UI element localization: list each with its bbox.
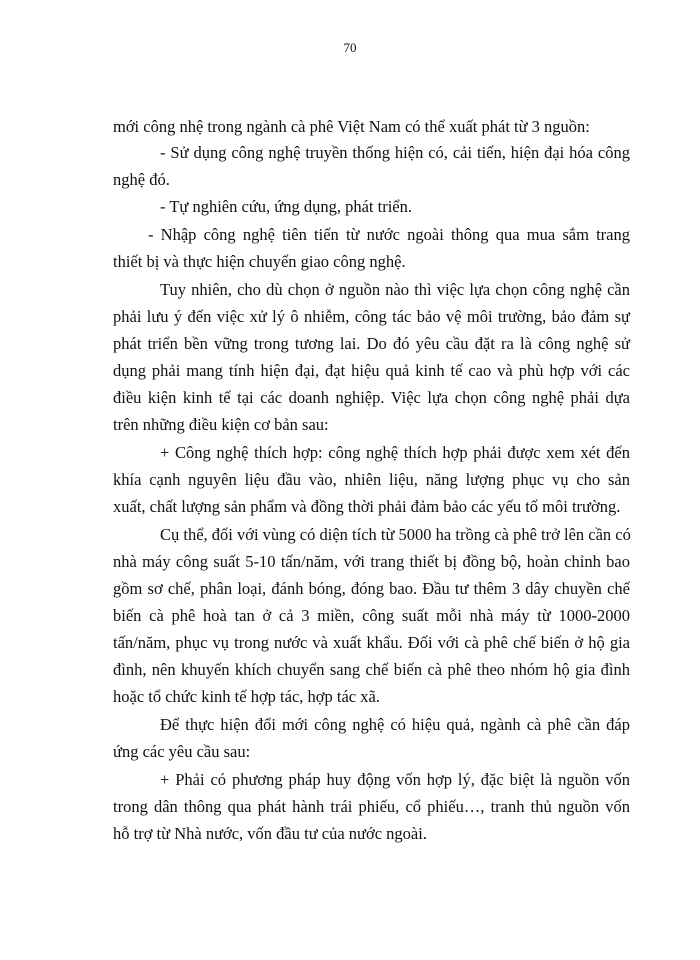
text-line: nghệ đó. (113, 170, 170, 189)
text-line: tấn/năm, phục vụ trong nước và xuất khẩu. Đối với cà phê chế biến ở hộ gia (113, 633, 630, 652)
text-line: gồm sơ chế, phân loại, đánh bóng, đóng bao. Đầu tư thêm 3 dây chuyền chế (113, 579, 630, 598)
text-line: - Sử dụng công nghệ truyền thống hiện có, cải tiến, hiện đại hóa công (160, 143, 630, 162)
text-line: biến cà phê hoà tan ở cả 3 miền, công suất mỗi nhà máy từ 1000-2000 (113, 606, 630, 625)
text-line: phát triển bền vững trong tương lai. Do đó yêu cầu đặt ra là công nghệ sử (113, 334, 630, 353)
text-line: xuất, chất lượng sản phẩm và đồng thời phải đảm bảo các yếu tố môi trường. (113, 497, 621, 516)
text-line: nhà máy công suất 5-10 tấn/năm, với trang thiết bị đồng bộ, hoàn chỉnh bao (113, 552, 630, 571)
text-line: trên những điều kiện cơ bản sau: (113, 415, 329, 434)
text-line: + Công nghệ thích hợp: công nghệ thích hợp phải được xem xét đến (160, 443, 630, 462)
text-line: khía cạnh nguyên liệu đầu vào, nhiên liệu, năng lượng phục vụ cho sản (113, 470, 630, 489)
text-line: Tuy nhiên, cho dù chọn ở nguồn nào thì việc lựa chọn công nghệ cần (160, 280, 630, 299)
text-line: thiết bị và thực hiện chuyển giao công nghệ. (113, 252, 406, 271)
text-line: đình, nên khuyến khích chuyển sang chế biến cà phê theo nhóm hộ gia đình (113, 660, 630, 679)
text-line: điều kiện kinh tế tại các doanh nghiệp. Việc lựa chọn công nghệ phải dựa (113, 388, 630, 407)
text-line: hỗ trợ từ Nhà nước, vốn đầu tư của nước ngoài. (113, 824, 427, 843)
text-line: Để thực hiện đổi mới công nghệ có hiệu quả, ngành cà phê cần đáp (160, 715, 630, 734)
text-line: ứng các yêu cầu sau: (113, 742, 251, 761)
text-line: - Tự nghiên cứu, ứng dụng, phát triển. (160, 197, 412, 216)
page-number: 70 (343, 40, 357, 55)
text-line: hoặc tổ chức kinh tế hợp tác, hợp tác xã. (113, 687, 380, 706)
text-line: + Phải có phương pháp huy động vốn hợp lý, đặc biệt là nguồn vốn (160, 770, 630, 789)
text-line: mới công nhệ trong ngành cà phê Việt Nam có thể xuất phát từ 3 nguồn: (113, 117, 590, 136)
text-line: - Nhập công nghệ tiên tiến từ nước ngoài thông qua mua sắm trang (148, 225, 630, 244)
text-line: phải lưu ý đến việc xử lý ô nhiễm, công tác bảo vệ môi trường, bảo đảm sự (113, 307, 630, 326)
text-line: Cụ thể, đối với vùng có diện tích từ 5000 ha trồng cà phê trở lên cần có (160, 525, 631, 544)
text-line: dụng phải mang tính hiện đại, đạt hiệu quả kinh tế cao và phù hợp với các (113, 361, 630, 380)
text-line: trong dân thông qua phát hành trái phiếu, cổ phiếu…, tranh thủ nguồn vốn (113, 797, 630, 816)
